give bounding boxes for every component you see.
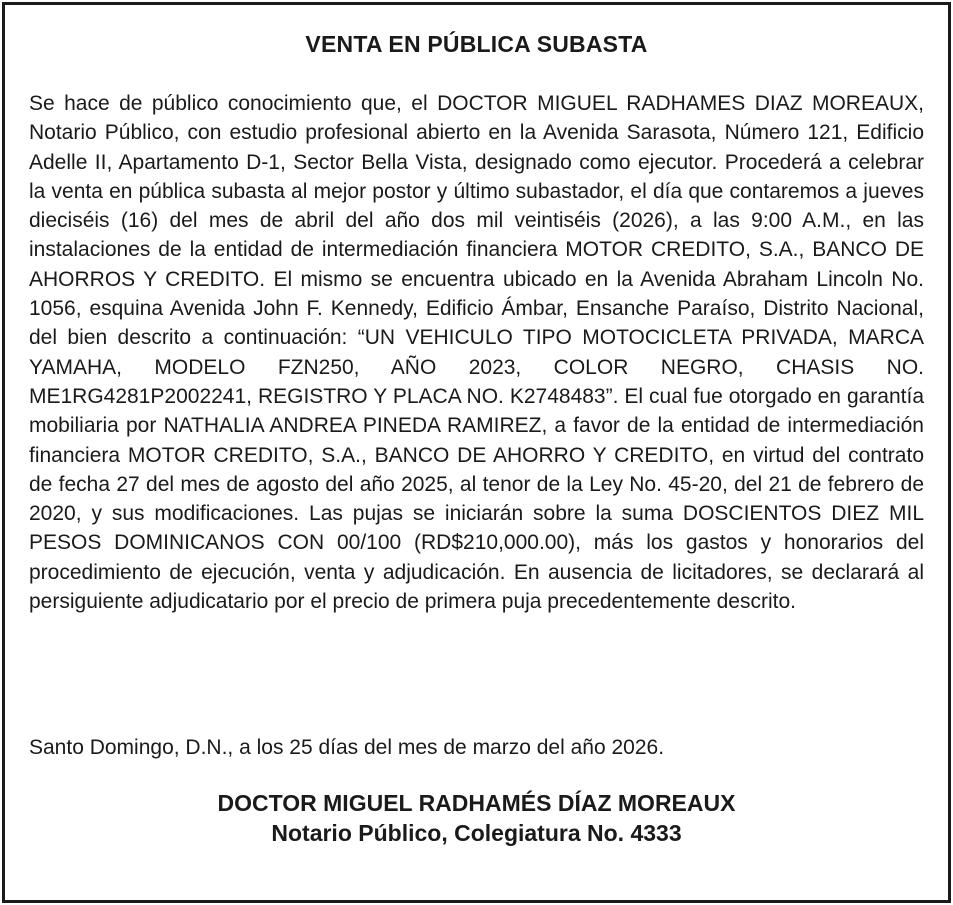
signature-block bbox=[5, 788, 948, 848]
notice-body: Se hace de público conocimiento que, el DOCTOR MIGUEL RADHAMES DIAZ MOREAUX, Notario Público, con estudio profesional abierto en la Avenida Sarasota, Número 121, Edificio Adelle II, Apartamento D-1, Sector Bella Vista, designado como ejecutor. Procederá a celebrar la venta en pública subasta al mejor postor y último subastador, el día que contaremos a jueves dieciséis (16) del mes de abril del año dos mil veintiséis (2026), a las 9:00 A.M., en las instalaciones de la entidad de intermediación financiera MOTOR CREDITO, S.A., BANCO DE AHORROS Y CREDITO. El mismo se encuentra ubicado en la Avenida Abraham Lincoln No. 1056, esquina Avenida John F. Kennedy, Edificio Ámbar, Ensanche Paraíso, Distrito Nacional, del bien descrito a continuación: “UN VEHICULO TIPO MOTOCICLETA PRIVADA, MARCA YAMAHA, MODELO FZN250, AÑO 2023, COLOR NEGRO, CHASIS NO. ME1RG4281P2002241, REGISTRO Y PLACA NO. K2748483”. El cual fue otorgado en garantía mobiliaria por NATHALIA ANDREA PINEDA RAMIREZ, a favor de la entidad de intermediación financiera MOTOR CREDITO, S.A., BANCO DE AHORRO Y CREDITO, en virtud del contrato de fecha 27 del mes de agosto del año 2025, al tenor de la Ley No. 45-20, del 21 de febrero de 2020, y sus modificaciones. Las pujas se iniciarán sobre la suma DOSCIENTOS DIEZ MIL PESOS DOMINICANOS CON 00/100 (RD$210,000.00), más los gastos y honorarios del procedimiento de ejecución, venta y adjudicación. En ausencia de licitadores, se declarará al persiguiente adjudicatario por el precio de primera puja precedentemente descrito. bbox=[29, 92, 924, 614]
notice-place-date: Santo Domingo, D.N., a los 25 días del mes de marzo del año 2026. bbox=[29, 736, 665, 759]
signatory-name: DOCTOR MIGUEL RADHAMÉS DÍAZ MOREAUX bbox=[217, 790, 736, 816]
notice-title: VENTA EN PÚBLICA SUBASTA bbox=[305, 31, 648, 57]
auction-notice bbox=[2, 2, 951, 903]
signatory-role: Notario Público, Colegiatura No. 4333 bbox=[271, 820, 682, 846]
